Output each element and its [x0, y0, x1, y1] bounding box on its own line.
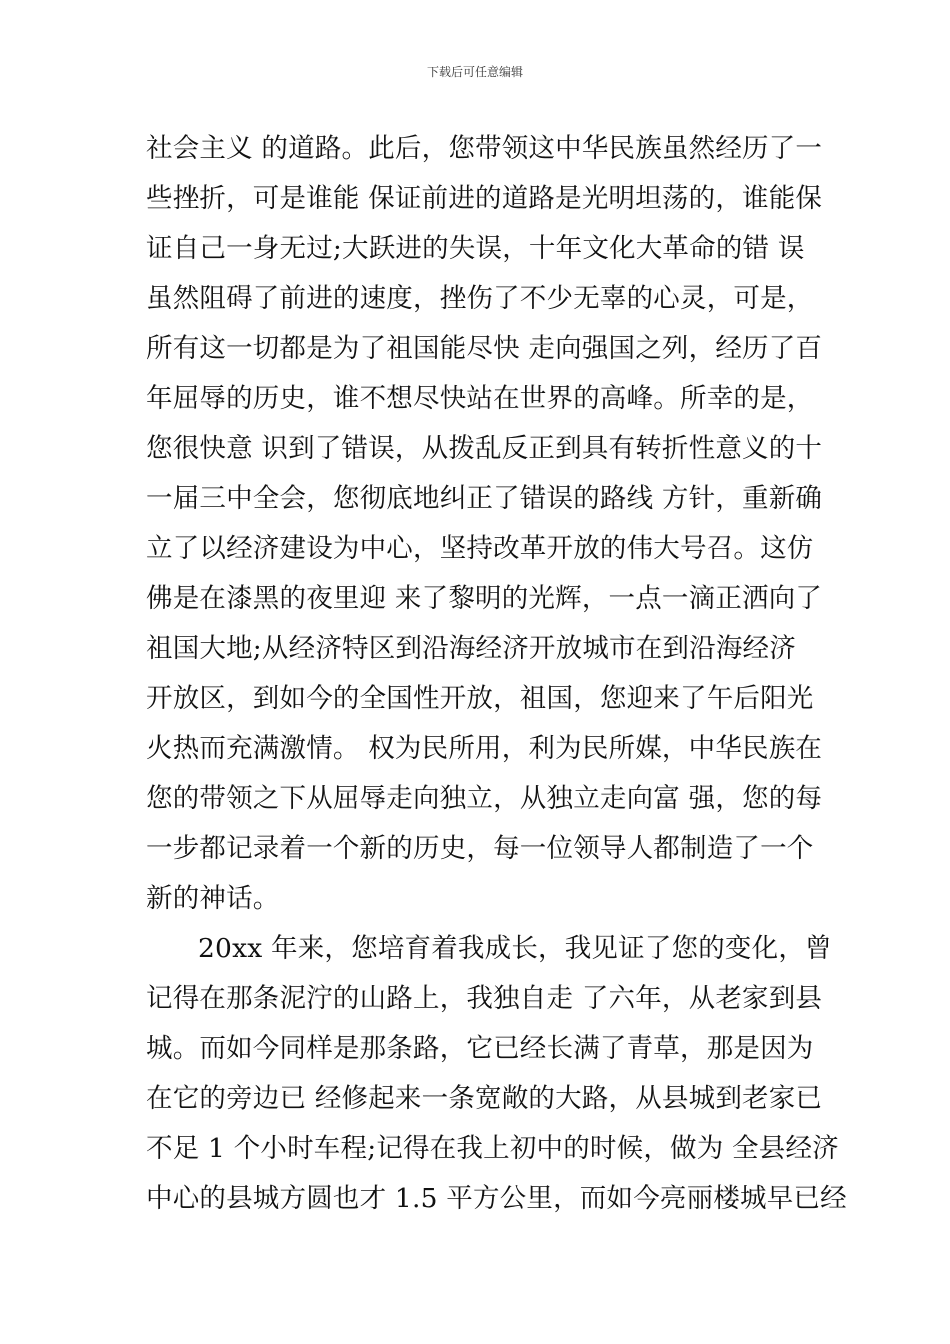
text-line-6: 年屈辱的历史，谁不想尽快站在世界的高峰。所幸的是， [146, 383, 814, 414]
text-line-2: 些挫折，可是谁能 保证前进的道路是光明坦荡的，谁能保 [146, 183, 823, 214]
text-line-8: 一届三中全会，您彻底地纠正了错误的路线 方针，重新确 [146, 483, 823, 514]
text-line-7: 您很快意 识到了错误，从拨乱反正到具有转折性意义的十 [146, 433, 823, 464]
text-line-9: 立了以经济建设为中心，坚持改革开放的伟大号召。这仿 [146, 533, 814, 564]
text-line-22: 中心的县城方圆也才 1.5 平方公里，而如今亮丽楼城早已经 [146, 1183, 847, 1214]
text-line-5: 所有这一切都是为了祖国能尽快 走向强国之列，经历了百 [146, 333, 823, 364]
text-line-20: 在它的旁边已 经修起来一条宽敞的大路，从县城到老家已 [146, 1083, 823, 1114]
text-line-4: 虽然阻碍了前进的速度，挫伤了不少无辜的心灵，可是， [146, 283, 814, 314]
text-line-10: 佛是在漆黑的夜里迎 来了黎明的光辉，一点一滴正洒向了 [146, 583, 823, 614]
text-line-1: 社会主义 的道路。此后，您带领这中华民族虽然经历了一 [146, 133, 823, 164]
page-header: 下载后可任意编辑 [426, 65, 523, 79]
text-line-11: 祖国大地;从经济特区到沿海经济开放城市在到沿海经济 [146, 633, 796, 664]
text-line-15: 一步都记录着一个新的历史，每一位领导人都制造了一个 [146, 833, 814, 864]
document-body [146, 124, 847, 1224]
text-line-18: 记得在那条泥泞的山路上，我独自走 了六年，从老家到县 [146, 983, 823, 1014]
text-line-14: 您的带领之下从屈辱走向独立，从独立走向富 强，您的每 [146, 783, 823, 814]
text-line-19: 城。而如今同样是那条路，它已经长满了青草，那是因为 [146, 1033, 814, 1064]
text-line-17: 20xx 年来，您培育着我成长，我见证了您的变化，曾 [198, 933, 832, 964]
text-line-13: 火热而充满激情。 权为民所用，利为民所媒，中华民族在 [146, 733, 823, 764]
text-line-21: 不足 1 个小时车程;记得在我上初中的时候，做为 全县经济 [146, 1133, 839, 1164]
text-line-3: 证自己一身无过;大跃进的失误，十年文化大革命的错 误 [146, 233, 805, 264]
text-line-16: 新的神话。 [146, 883, 280, 914]
text-line-12: 开放区，到如今的全国性开放，祖国，您迎来了午后阳光 [146, 683, 814, 714]
